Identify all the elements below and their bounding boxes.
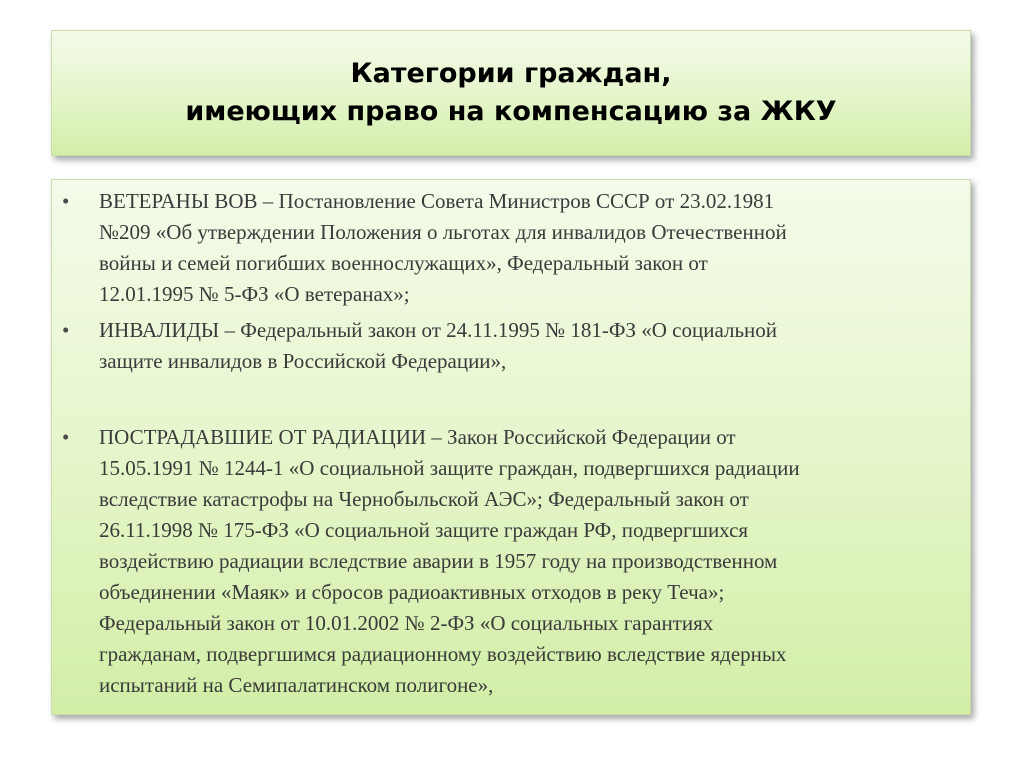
bullet-icon: • [62, 318, 70, 342]
text-line: ПОСТРАДАВШИЕ ОТ РАДИАЦИИ – Закон Российской Федерации от [99, 425, 736, 449]
text-line: 26.11.1998 № 175-ФЗ «О социальной защите граждан РФ, подвергшихся [99, 518, 749, 542]
text-line: ИНВАЛИДЫ – Федеральный закон от 24.11.1995 № 181-ФЗ «О социальной [99, 318, 778, 342]
text-line: гражданам, подвергшимся радиационному воздействию вследствие ядерных [99, 642, 787, 666]
text-line: 15.05.1991 № 1244-1 «О социальной защите граждан, подвергшихся радиации [99, 456, 800, 480]
text-line: 12.01.1995 № 5-ФЗ «О ветеранах»; [99, 282, 410, 306]
text-line: №209 «Об утверждении Положения о льготах для инвалидов Отечественной [99, 220, 787, 244]
text-line: воздействию радиации вследствие аварии в 1957 году на производственном [99, 549, 778, 573]
slide-title-line-1: Категории граждан, [350, 58, 672, 89]
text-line: Федеральный закон от 10.01.2002 № 2-ФЗ «О социальных гарантиях [99, 611, 714, 635]
text-line: объединении «Маяк» и сбросов радиоактивных отходов в реку Теча»; [99, 580, 725, 604]
bullet-icon: • [62, 189, 70, 213]
list-item-text [99, 186, 963, 310]
text-line: вследствие катастрофы на Чернобыльской АЭС»; Федеральный закон от [99, 487, 749, 511]
slide-title-line-2: имеющих право на компенсацию за ЖКУ [185, 96, 837, 127]
list-item-text [99, 315, 963, 377]
text-line: испытаний на Семипалатинском полигоне», [99, 673, 494, 697]
text-line: защите инвалидов в Российской Федерации», [99, 349, 507, 373]
list-item-text [99, 422, 963, 701]
bullet-icon: • [62, 425, 70, 449]
text-line: ВЕТЕРАНЫ ВОВ – Постановление Совета Министров СССР от 23.02.1981 [99, 189, 775, 213]
title-box [51, 30, 971, 156]
content-box [51, 179, 971, 715]
text-line: войны и семей погибших военнослужащих», Федеральный закон от [99, 251, 708, 275]
